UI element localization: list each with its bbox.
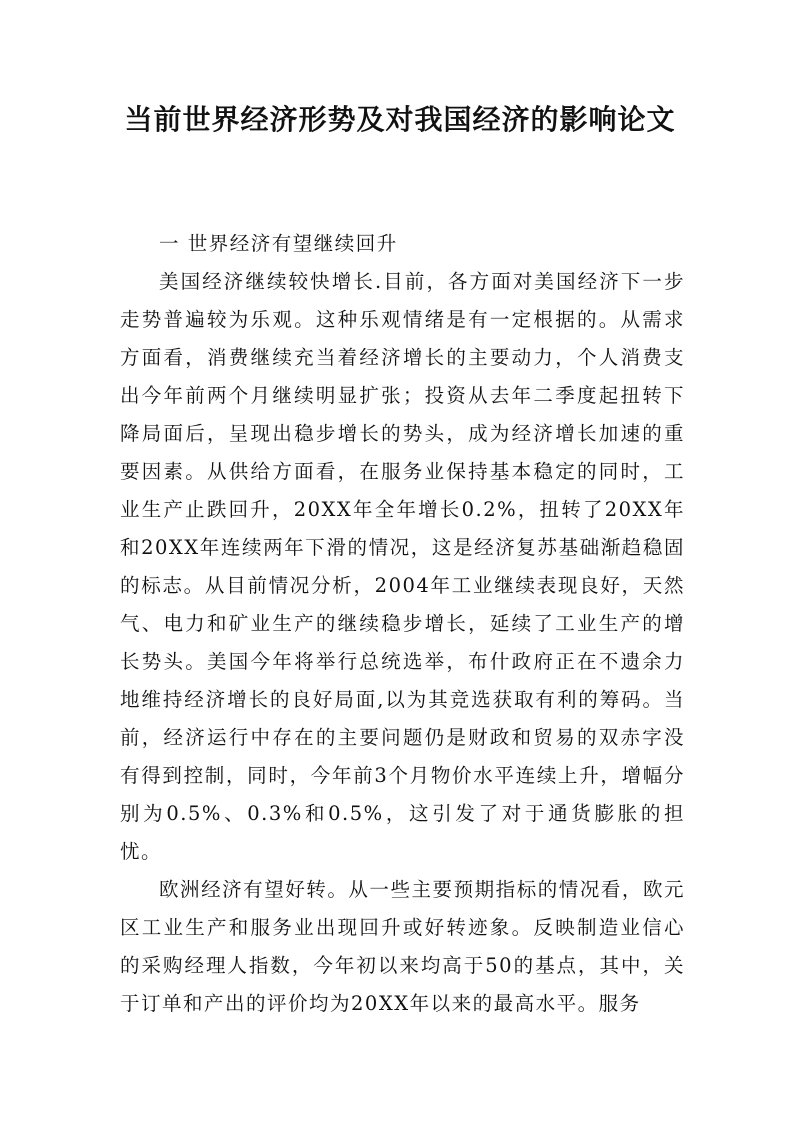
paragraph-us-economy: 美国经济继续较快增长.目前，各方面对美国经济下一步走势普遍较为乐观。这种乐观情绪是有一定根据的。从需求方面看，消费继续充当着经济增长的主要动力，个人消费支出今年前两个月继续明显扩张；投资从去年二季度起扭转下降局面后，呈现出稳步增长的势头，成为经济增长加速的重要因素。从供给方面看，在服务业保持基本稳定的同时，工业生产止跌回升，20XX年全年增长0.2%，扭转了20XX年和20XX年连续两年下滑的情况，这是经济复苏基础渐趋稳固的标志。从目前情况分析，2004年工业继续表现良好，天然气、电力和矿业生产的继续稳步增长，延续了工业生产的增长势头。美国今年将举行总统选举，布什政府正在不遗余力地维持经济增长的良好局面,以为其竞选获取有利的筹码。当前，经济运行中存在的主要问题仍是财政和贸易的双赤字没有得到控制，同时，今年前3个月物价水平连续上升，增幅分别为0.5%、0.3%和0.5%，这引发了对于通货膨胀的担忧。 — [120, 270, 685, 863]
document-title: 当前世界经济形势及对我国经济的影响论文 — [124, 103, 676, 136]
paragraph-europe-economy: 欧洲经济有望好转。从一些主要预期指标的情况看，欧元区工业生产和服务业出现回升或好转迹象。反映制造业信心的采购经理人指数，今年初以来均高于50的基点，其中，关于订单和产出的评价均为20XX年以来的最高水平。服务 — [120, 878, 685, 1015]
document-body — [120, 225, 685, 1023]
section-heading: 一 世界经济有望继续回升 — [159, 232, 398, 255]
